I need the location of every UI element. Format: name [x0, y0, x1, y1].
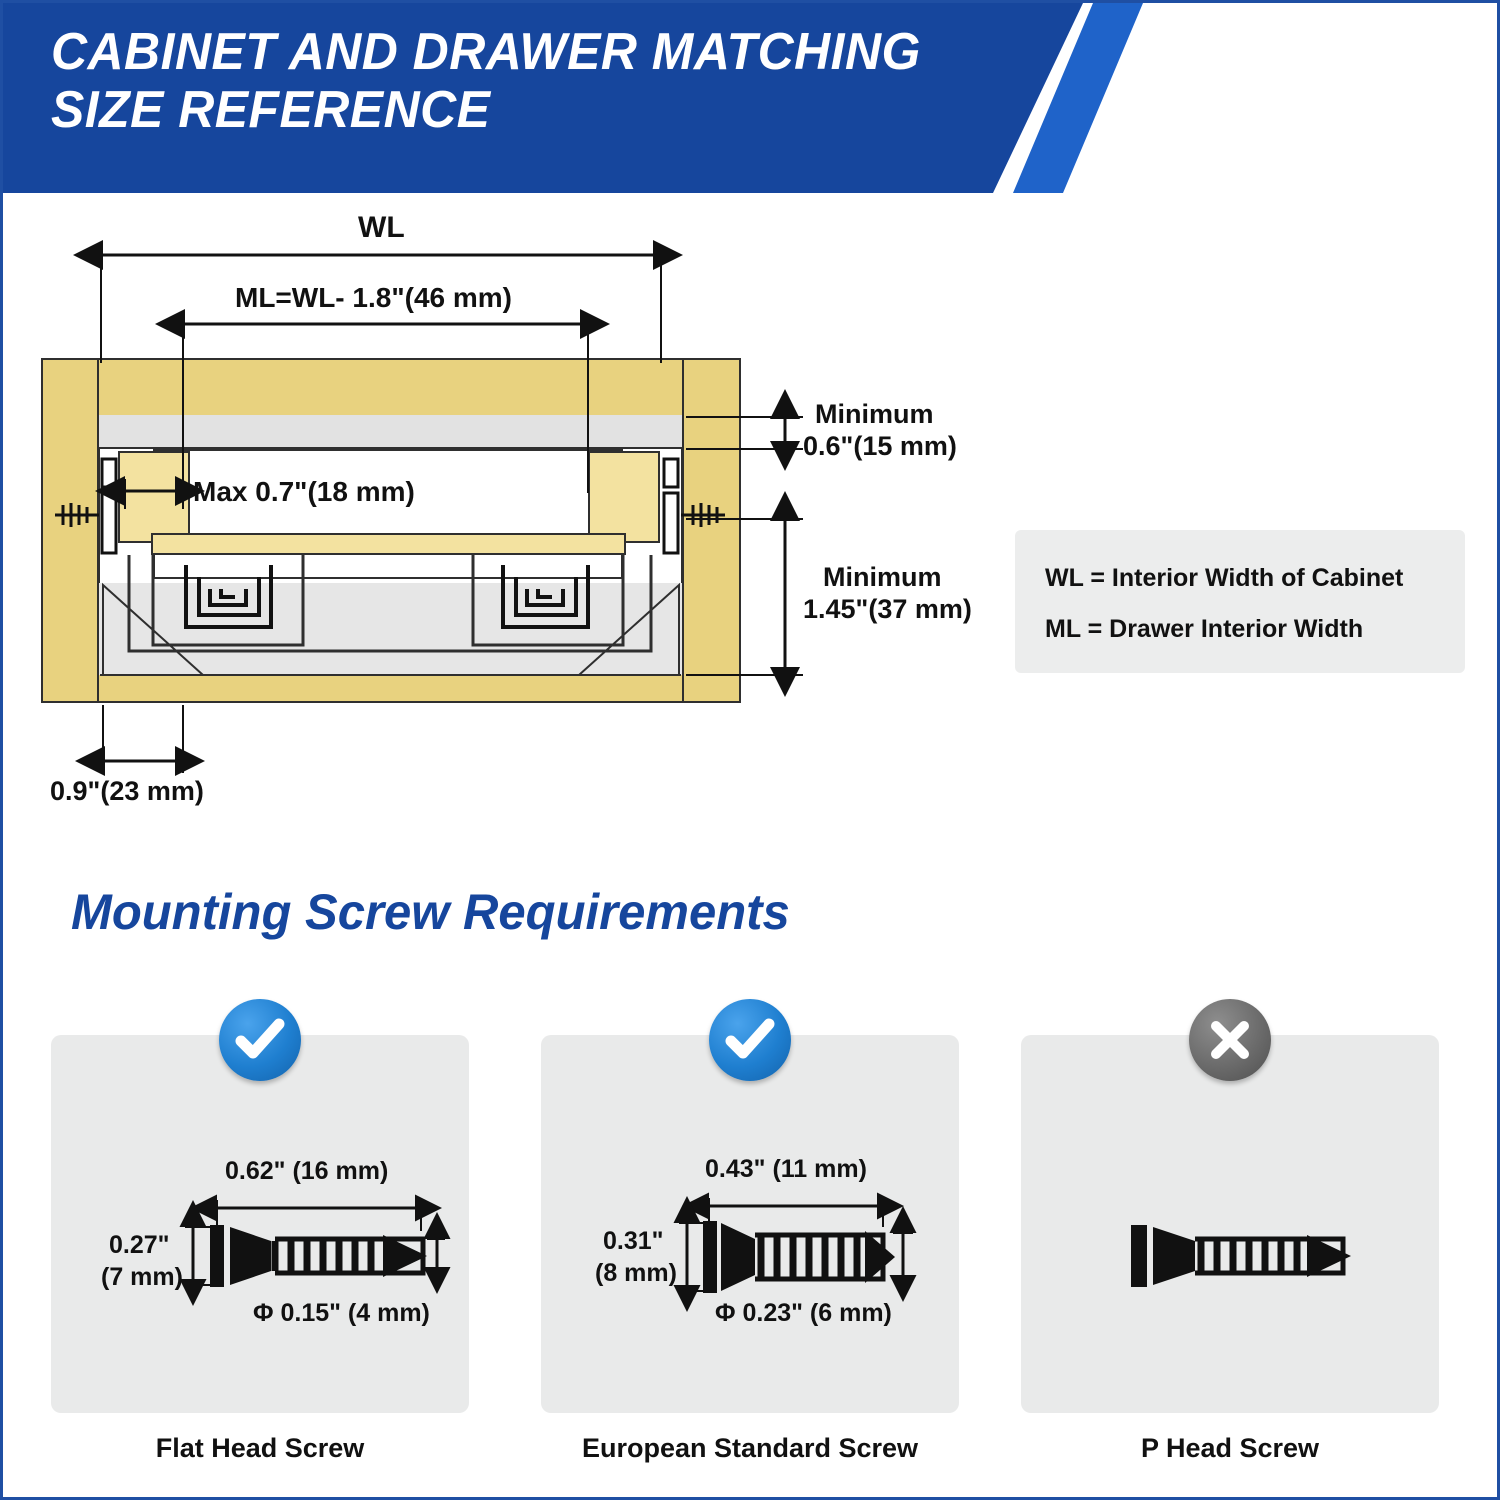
dimension-bottom-offset-label: 0.9"(23 mm)	[50, 776, 204, 806]
european-height-line2: (8 mm)	[595, 1259, 677, 1287]
european-length-label: 0.43" (11 mm)	[705, 1155, 867, 1183]
screw-section-heading: Mounting Screw Requirements	[71, 884, 790, 940]
check-icon	[709, 999, 791, 1081]
european-height-line1: 0.31"	[603, 1227, 664, 1255]
flat-head-screw-caption: Flat Head Screw	[155, 1433, 365, 1463]
cabinet-diagram	[3, 193, 1500, 863]
dimension-max-gap-label: Max 0.7"(18 mm)	[193, 476, 415, 507]
page-title-line1: CABINET AND DRAWER MATCHING	[51, 23, 921, 81]
cabinet-lower-grey	[98, 583, 683, 675]
cross-icon	[1189, 999, 1271, 1081]
p-head-screw-caption: P Head Screw	[1140, 1433, 1320, 1463]
drawer-box	[153, 449, 623, 579]
flat-head-height-line2: (7 mm)	[101, 1263, 183, 1291]
european-screw-caption: European Standard Screw	[581, 1433, 919, 1463]
legend-panel	[1015, 530, 1465, 673]
page-title	[51, 23, 992, 139]
dimension-min-top-line2: 0.6"(15 mm)	[803, 431, 957, 461]
dimension-min-top-line1: Minimum	[815, 399, 934, 429]
legend-line-wl: WL = Interior Width of Cabinet	[1045, 564, 1404, 592]
flat-head-length-label: 0.62" (16 mm)	[225, 1157, 389, 1185]
dimension-min-side-line2: 1.45"(37 mm)	[803, 594, 972, 624]
dimension-wl-label: WL	[358, 211, 405, 244]
cabinet-top-gap	[98, 415, 683, 449]
screw-card-p-head	[1021, 1035, 1439, 1413]
drawer-side-left	[118, 451, 190, 543]
page-header	[3, 3, 1500, 193]
check-icon	[219, 999, 301, 1081]
drawer-side-right	[588, 451, 660, 543]
page-title-line2: SIZE REFERENCE	[51, 81, 491, 140]
dimension-min-side-line1: Minimum	[823, 562, 942, 592]
screw-card-flat-head	[51, 1035, 469, 1413]
screw-card-european	[541, 1035, 959, 1413]
flat-head-height-line1: 0.27"	[109, 1231, 170, 1259]
flat-head-diameter-label: Φ 0.15" (4 mm)	[253, 1299, 430, 1327]
dimension-ml-label: ML=WL- 1.8"(46 mm)	[235, 282, 512, 313]
legend-line-ml: ML = Drawer Interior Width	[1045, 615, 1364, 643]
drawer-runner-bar	[151, 533, 626, 555]
european-diameter-label: Φ 0.23" (6 mm)	[715, 1299, 892, 1327]
